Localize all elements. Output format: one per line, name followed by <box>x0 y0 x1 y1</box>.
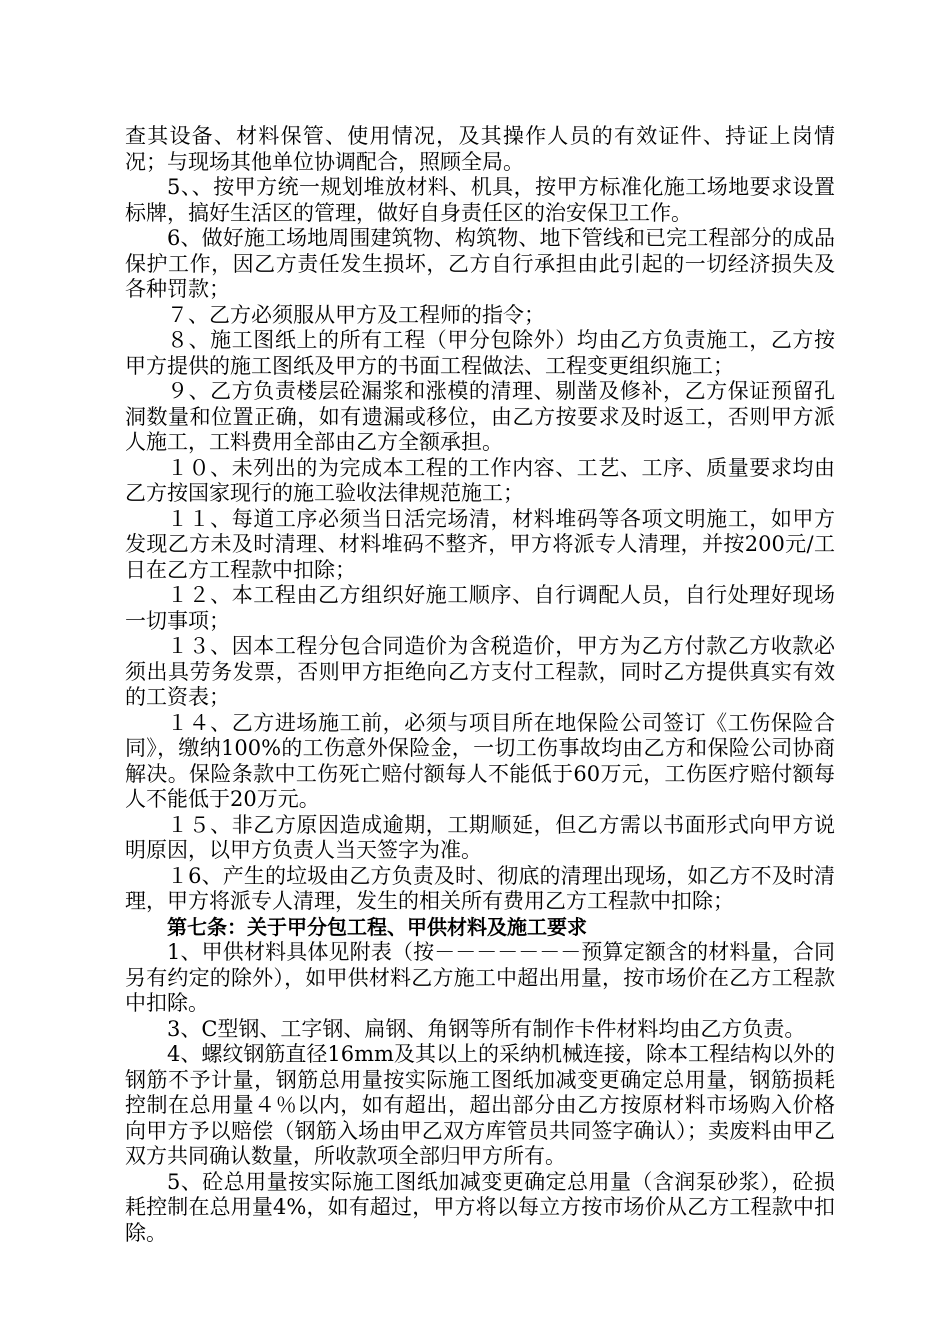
paragraph-supply-4: 4、螺纹钢筋直径16mm及其以上的采纳机械连接，除本工程结构以外的钢筋不予计量，钢筋总用量按实际施工图纸加减变更确定总用量，钢筋损耗控制在总用量４％以内，如有超出，超出部分由乙方按原材料市场购入价格向甲方予以赔偿（钢筋入场由甲乙双方库管员共同签字确认）；卖废料由甲乙双方共同确认数量，所收款项全部归甲方所有。 <box>125 1042 835 1168</box>
paragraph-item-6: 6、做好施工场地周围建筑物、构筑物、地下管线和已完工程部分的成品保护工作，因乙方责任发生损坏，乙方自行承担由此引起的一切经济损失及各种罚款； <box>125 226 835 301</box>
paragraph-item-9: ９、乙方负责楼层砼漏浆和涨模的清理、剔凿及修补，乙方保证预留孔洞数量和位置正确，如有遗漏或移位，由乙方按要求及时返工，否则甲方派人施工，工料费用全部由乙方全额承担。 <box>125 379 835 454</box>
paragraph-item-15: １５、非乙方原因造成逾期，工期顺延，但乙方需以书面形式向甲方说明原因，以甲方负责人当天签字为准。 <box>125 812 835 862</box>
paragraph-supply-1: 1、甲供材料具体见附表（按－－－－－－－预算定额含的材料量，合同另有约定的除外），如甲供材料乙方施工中超出用量，按市场价在乙方工程款中扣除。 <box>125 940 835 1015</box>
paragraph-item-11: １１、每道工序必须当日活完场清，材料堆码等各项文明施工，如甲方发现乙方未及时清理、材料堆码不整齐，甲方将派专人清理，并按200元/工日在乙方工程款中扣除； <box>125 506 835 582</box>
paragraph-item-14: １４、乙方进场施工前，必须与项目所在地保险公司签订《工伤保险合同》，缴纳100%的工伤意外保险金，一切工伤事故均由乙方和保险公司协商解决。保险条款中工伤死亡赔付额每人不能低于60万元，工伤医疗赔付额每人不能低于20万元。 <box>125 710 835 811</box>
paragraph-item-13: １３、因本工程分包合同造价为含税造价，甲方为乙方付款乙方收款必须出具劳务发票，否则甲方拒绝向乙方支付工程款，同时乙方提供真实有效的工资表； <box>125 634 835 709</box>
paragraph-supply-5: 5、砼总用量按实际施工图纸加减变更确定总用量（含润泵砂浆），砼损耗控制在总用量4%，如有超过，甲方将以每立方按市场价从乙方工程款中扣除。 <box>125 1169 835 1245</box>
paragraph-supply-3: 3、C型钢、工字钢、扁钢、角钢等所有制作卡件材料均由乙方负责。 <box>167 1016 806 1041</box>
paragraph-item-16: １6、产生的垃圾由乙方负责及时、彻底的清理出现场，如乙方不及时清理，甲方将派专人清理，发生的相关所有费用乙方工程款中扣除； <box>125 863 835 913</box>
paragraph-item-10: １０、未列出的为完成本工程的工作内容、工艺、工序、质量要求均由乙方按国家现行的施工验收法律规范施工； <box>125 455 835 505</box>
paragraph-item-8: ８、施工图纸上的所有工程（甲分包除外）均由乙方负责施工，乙方按甲方提供的施工图纸及甲方的书面工程做法、工程变更组织施工； <box>125 328 835 378</box>
paragraph-item-5: 5、、按甲方统一规划堆放材料、机具，按甲方标准化施工场地要求设置标牌，搞好生活区的管理，做好自身责任区的治安保卫工作。 <box>125 175 835 225</box>
paragraph-item-12: １２、本工程由乙方组织好施工顺序、自行调配人员，自行处理好现场一切事项； <box>125 583 835 633</box>
paragraph-item-7: ７、乙方必须服从甲方及工程师的指令； <box>167 302 545 327</box>
document-body <box>125 124 835 1246</box>
paragraph-continuation: 查其设备、材料保管、使用情况，及其操作人员的有效证件、持证上岗情况；与现场其他单位协调配合，照顾全局。 <box>125 124 835 174</box>
section-heading-article-7: 第七条：关于甲分包工程、甲供材料及施工要求 <box>167 914 587 939</box>
